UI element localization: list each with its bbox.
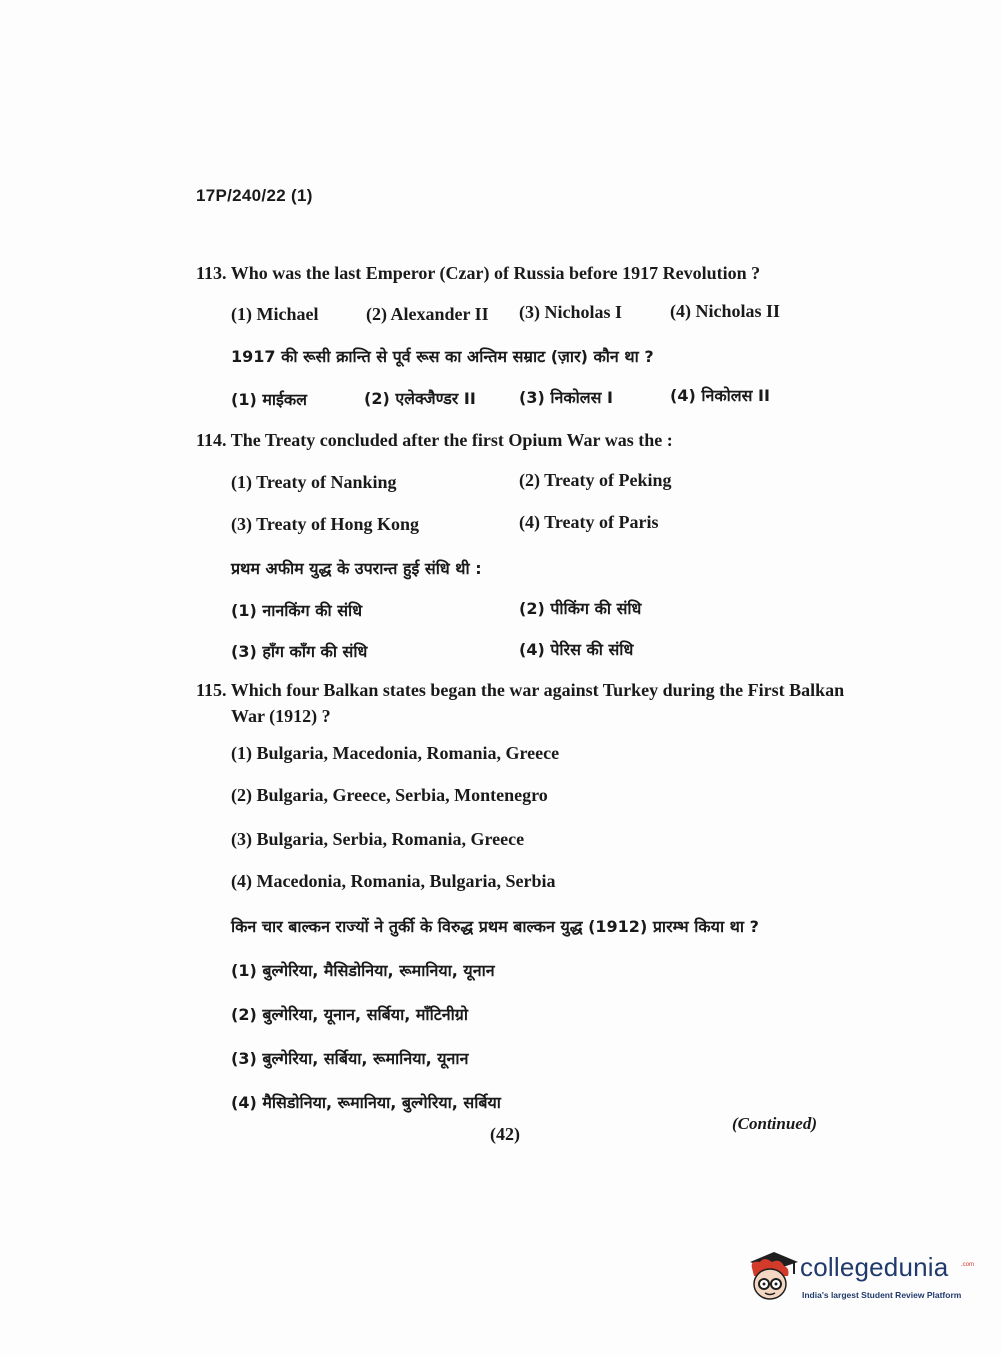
graduate-mascot-icon [744, 1248, 800, 1308]
q114-option-3-hi: (3) हाँग काँग की संधि [231, 642, 368, 661]
q114-option-1-hi: (1) नानकिंग की संधि [231, 601, 363, 620]
q113-option-3-en: (3) Nicholas I [519, 302, 622, 322]
collegedunia-logo [744, 1248, 974, 1310]
question-number: 114. [196, 430, 227, 450]
q113-option-2-en: (2) Alexander II [366, 304, 489, 324]
continued-label: (Continued) [732, 1114, 818, 1133]
q114-option-2-en: (2) Treaty of Peking [519, 470, 672, 490]
brand-tagline: India's largest Student Review Platform [802, 1290, 962, 1300]
question-text-hi: किन चार बाल्कन राज्यों ने तुर्की के विरुद्ध प्रथम बाल्कन युद्ध (1912) प्रारम्भ किया था ? [231, 917, 759, 936]
question-text-en: The Treaty concluded after the first Opium War was the : [230, 430, 673, 450]
q115-option-3-en: (3) Bulgaria, Serbia, Romania, Greece [231, 829, 525, 849]
page-number: (42) [490, 1124, 520, 1144]
q115-option-4-en: (4) Macedonia, Romania, Bulgaria, Serbia [231, 871, 556, 891]
question-text-en-line1: Which four Balkan states began the war against Turkey during the First Balkan [230, 680, 845, 700]
q114-option-4-hi: (4) पेरिस की संधि [519, 640, 634, 659]
question-113 [196, 260, 760, 286]
question-text-hi: 1917 की रूसी क्रान्ति से पूर्व रूस का अन्तिम सम्राट (ज़ार) कौन था ? [231, 347, 654, 366]
q114-option-3-en: (3) Treaty of Hong Kong [231, 514, 419, 534]
q115-option-1-hi: (1) बुल्गेरिया, मैसिडोनिया, रूमानिया, यूनान [231, 961, 495, 980]
q113-option-1-hi: (1) माईकल [231, 390, 308, 409]
question-text-hi: प्रथम अफीम युद्ध के उपरान्त हुई संधि थी : [231, 559, 482, 578]
q114-option-1-en: (1) Treaty of Nanking [231, 472, 397, 492]
question-115-line2: War (1912) ? [231, 706, 331, 726]
brand-domain-suffix: .com [961, 1262, 975, 1268]
question-114 [196, 427, 673, 453]
question-number: 113. [196, 263, 227, 283]
question-text-en: Who was the last Emperor (Czar) of Russia before 1917 Revolution ? [230, 263, 761, 283]
q113-option-4-en: (4) Nicholas II [670, 301, 781, 321]
q114-option-2-hi: (2) पीकिंग की संधि [519, 599, 642, 618]
paper-code: 17P/240/22 (1) [196, 186, 313, 205]
question-115 [196, 677, 844, 703]
q113-option-1-en: (1) Michael [231, 304, 319, 324]
q113-option-3-hi: (3) निकोलस I [519, 388, 613, 407]
q115-option-2-hi: (2) बुल्गेरिया, यूनान, सर्बिया, मॉंटिनीग्रो [231, 1005, 468, 1024]
q115-option-2-en: (2) Bulgaria, Greece, Serbia, Montenegro [231, 785, 548, 805]
q113-option-2-hi: (2) एलेक्जैण्डर II [364, 389, 476, 408]
q113-option-4-hi: (4) निकोलस II [670, 386, 770, 405]
q115-option-3-hi: (3) बुल्गेरिया, सर्बिया, रूमानिया, यूनान [231, 1049, 469, 1068]
q115-option-1-en: (1) Bulgaria, Macedonia, Romania, Greece [231, 743, 560, 763]
question-number: 115. [196, 680, 227, 700]
q115-option-4-hi: (4) मैसिडोनिया, रूमानिया, बुल्गेरिया, सर्बिया [231, 1093, 501, 1112]
q114-option-4-en: (4) Treaty of Paris [519, 512, 659, 532]
brand-name: collegedunia [800, 1252, 949, 1282]
